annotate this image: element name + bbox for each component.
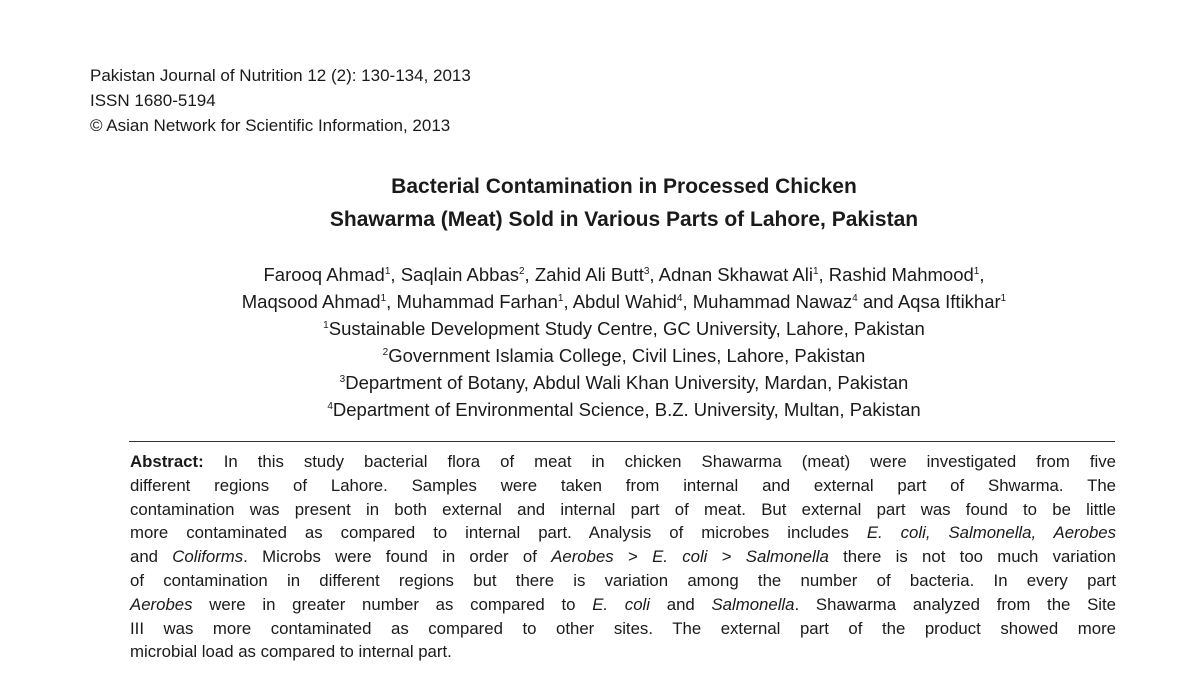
abstract-line: Abstract: In this study bacterial flora of meat in chicken Shawarma (meat) were investigated from five — [130, 452, 1116, 471]
author-line-1: Farooq Ahmad$^1$, Saqlain Abbas$^2$, Zahid Ali Butt$^3$, Adnan Skhawat Ali$^1$, Rashid Mahmood$^1$, — [263, 264, 985, 285]
issn: ISSN 1680-5194 — [90, 91, 216, 110]
affiliation — [0, 342, 1200, 369]
affiliation-marker: 1 — [557, 293, 564, 304]
abstract-line: of contamination in different regions but there is variation among the number of bacteria. In every part — [130, 570, 1116, 590]
affiliation-marker: 1 — [812, 266, 819, 277]
abstract-line: more contaminated as compared to internal part. Analysis of microbes includes E. coli, Salmonella, Aerobes — [130, 523, 1117, 543]
affiliation-number: 1 — [323, 320, 329, 331]
italic-term: Aerobes — [130, 594, 193, 614]
author-name: Maqsood Ahmad — [241, 291, 381, 312]
affiliation-marker: 4 — [676, 293, 683, 304]
affiliation-text: Government Islamia College, Civil Lines, Lahore, Pakistan — [388, 345, 866, 366]
abstract-line: contamination was present in both external and internal part of meat. But external part was found to be little — [130, 499, 1116, 519]
abstract-label: Abstract: — [130, 452, 204, 471]
affiliation-number: 3 — [339, 374, 346, 385]
author-block — [0, 261, 1200, 423]
author-name: Abdul Wahid — [572, 291, 677, 312]
abstract-line: and Coliforms. Microbs were found in order of Aerobes > E. coli > Salmonella there is not too much variation — [130, 547, 1117, 567]
affiliation-marker: 1 — [380, 293, 387, 304]
affiliation-marker: 1 — [1000, 293, 1007, 304]
italic-term: E. coli, Salmonella, Aerobes — [866, 523, 1117, 543]
journal-header — [90, 63, 471, 138]
author-name: Muhammad Farhan — [396, 291, 558, 312]
author-name: Aqsa Iftikhar — [897, 291, 1001, 312]
abstract — [130, 450, 1116, 664]
author-name: Rashid Mahmood — [828, 264, 974, 285]
author-name: Farooq Ahmad — [263, 264, 385, 285]
affiliation — [0, 396, 1200, 423]
affiliation — [0, 369, 1200, 396]
affiliation-text: Department of Botany, Abdul Wali Khan University, Mardan, Pakistan — [345, 372, 909, 393]
italic-term: E. coli — [592, 594, 650, 614]
italic-term: Salmonella — [745, 547, 829, 567]
affiliation — [0, 315, 1200, 342]
abstract-line: different regions of Lahore. Samples were taken from internal and external part of Shwarma. The — [130, 475, 1116, 495]
abstract-line: III was more contaminated as compared to other sites. The external part of the product showed more — [130, 618, 1116, 638]
author-name: Saqlain Abbas — [400, 264, 519, 285]
affiliation-marker: 1 — [384, 266, 391, 277]
copyright: © Asian Network for Scientific Information, 2013 — [90, 116, 451, 135]
author-name: Zahid Ali Butt — [534, 264, 644, 285]
affiliation-marker: 2 — [518, 266, 525, 277]
abstract-line: microbial load as compared to internal part. — [130, 642, 452, 662]
author-line-2: Maqsood Ahmad$^1$, Muhammad Farhan$^1$, Abdul Wahid$^4$, Muhammad Nawaz$^4$ and Aqsa Iftikhar$^1$ — [241, 291, 1007, 312]
title-line-1: Bacterial Contamination in Processed Chicken — [391, 175, 857, 198]
affiliation-marker: 4 — [852, 293, 858, 304]
affiliation-number: 4 — [327, 401, 333, 412]
author-name: Adnan Skhawat Ali — [658, 264, 813, 285]
affiliation-number: 2 — [382, 347, 389, 358]
author-name: Muhammad Nawaz — [692, 291, 853, 312]
italic-term: E. coli — [652, 547, 708, 567]
italic-term: Aerobes — [551, 547, 614, 567]
italic-term: Coliforms — [172, 547, 244, 567]
abstract-line: Aerobes were in greater number as compared to E. coli and Salmonella. Shawarma analyzed from the Site — [130, 594, 1117, 614]
affiliation-marker: 1 — [973, 266, 980, 277]
title-line-2: Shawarma (Meat) Sold in Various Parts of Lahore, Pakistan — [329, 208, 919, 231]
italic-term: Salmonella — [711, 594, 795, 614]
affiliation-text: Department of Environmental Science, B.Z. University, Multan, Pakistan — [332, 399, 921, 420]
affiliation-marker: 3 — [643, 266, 650, 277]
journal-citation: Pakistan Journal of Nutrition 12 (2): 130-134, 2013 — [90, 66, 471, 85]
affiliation-text: Sustainable Development Study Centre, GC University, Lahore, Pakistan — [328, 318, 925, 339]
abstract-divider — [129, 441, 1115, 442]
paper-title — [0, 170, 1200, 236]
